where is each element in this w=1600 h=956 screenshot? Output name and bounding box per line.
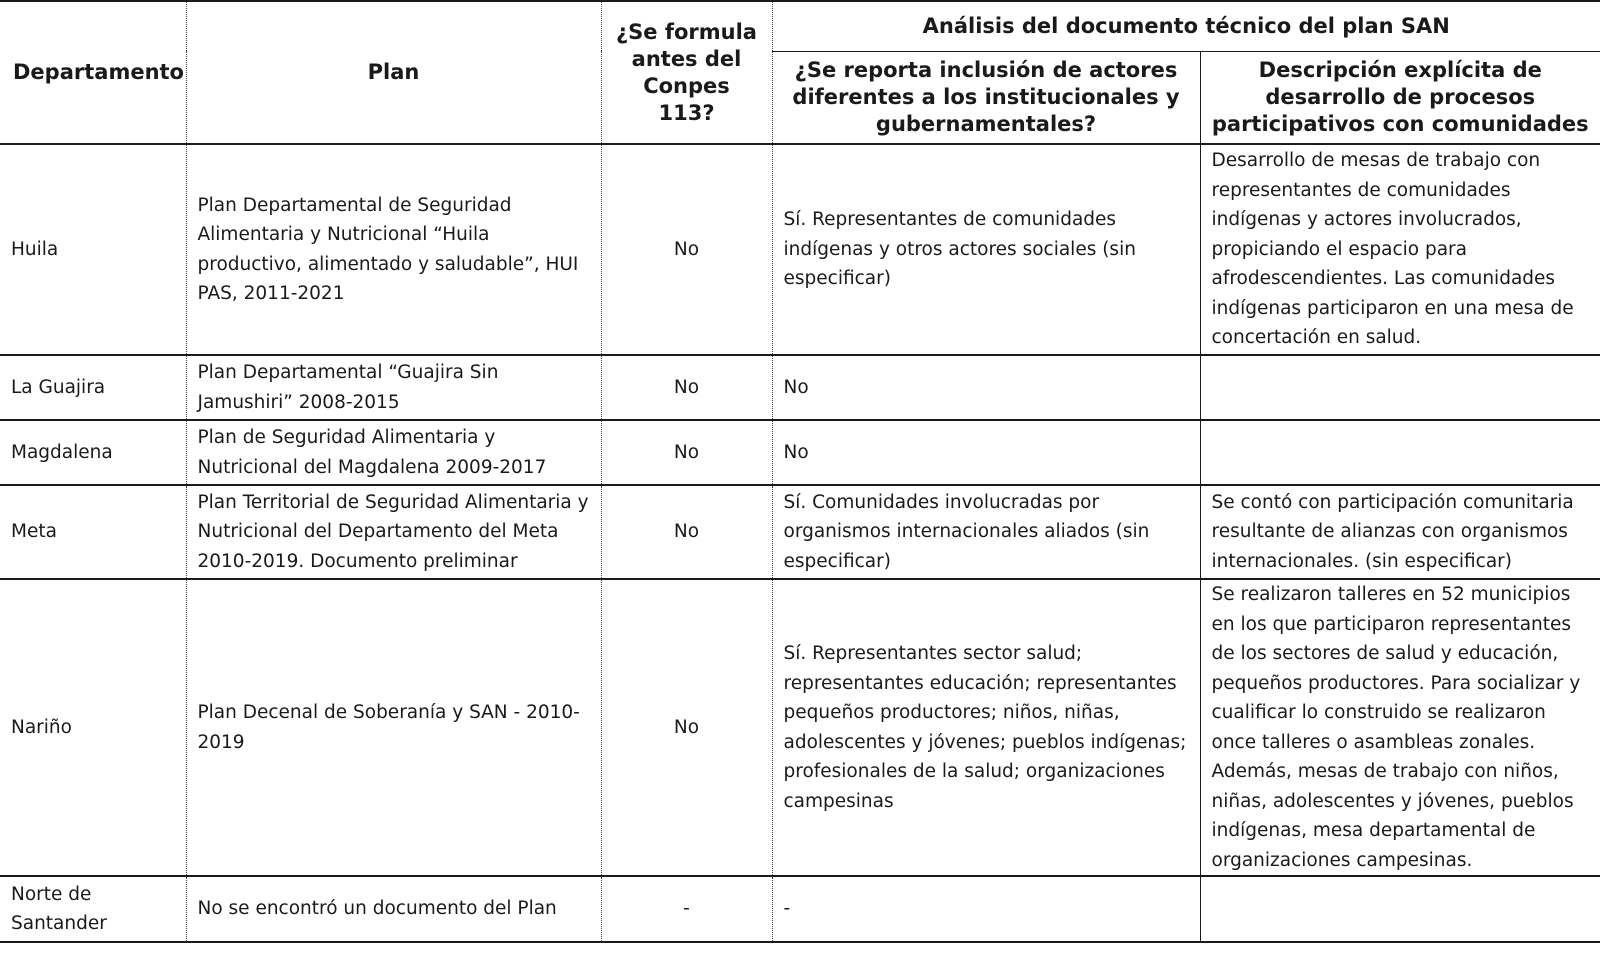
cell-departamento: Nariño xyxy=(0,579,186,876)
table-row xyxy=(0,485,1600,579)
header-actores: ¿Se reporta inclusión de actores diferentes a los institucionales y gubernamentales? xyxy=(772,51,1200,144)
cell-formula: No xyxy=(601,355,772,420)
cell-plan: Plan Departamental de Seguridad Alimentaria y Nutricional “Huila productivo, alimentado y saludable”, HUI PAS, 2011-2021 xyxy=(186,144,601,355)
cell-descripcion xyxy=(1200,355,1600,420)
table-row xyxy=(0,420,1600,485)
table-row xyxy=(0,876,1600,942)
cell-formula: No xyxy=(601,420,772,485)
header-descripcion: Descripción explícita de desarrollo de procesos participativos con comunidades xyxy=(1200,51,1600,144)
cell-formula: - xyxy=(601,876,772,942)
cell-descripcion: Se realizaron talleres en 52 municipios en los que participaron representantes de los sectores de salud y educación, pequeños productores. Para socializar y cualificar lo construido se realizaron once talleres o asambleas zonales. Además, mesas de trabajo con niños, niñas, adolescentes y jóvenes, pueblos indígenas, mesa departamental de organizaciones campesinas. xyxy=(1200,579,1600,876)
cell-descripcion xyxy=(1200,876,1600,942)
cell-plan: Plan Decenal de Soberanía y SAN - 2010-2019 xyxy=(186,579,601,876)
cell-descripcion: Desarrollo de mesas de trabajo con representantes de comunidades indígenas y actores involucrados, propiciando el espacio para afrodescendientes. Las comunidades indígenas participaron en una mesa de concertación en salud. xyxy=(1200,144,1600,355)
header-analisis: Análisis del documento técnico del plan SAN xyxy=(772,1,1600,51)
cell-actores: No xyxy=(772,355,1200,420)
cell-formula: No xyxy=(601,485,772,579)
cell-actores: Sí. Representantes sector salud; representantes educación; representantes pequeños productores; niños, niñas, adolescentes y jóvenes; pueblos indígenas; profesionales de la salud; organizaciones campesinas xyxy=(772,579,1200,876)
cell-departamento: Huila xyxy=(0,144,186,355)
header-san-label: SAN xyxy=(1400,13,1450,38)
cell-departamento: Meta xyxy=(0,485,186,579)
header-departamento: Departamento xyxy=(0,1,186,144)
cell-descripcion xyxy=(1200,420,1600,485)
cell-formula: No xyxy=(601,579,772,876)
cell-actores: - xyxy=(772,876,1200,942)
table-row xyxy=(0,579,1600,876)
cell-actores: Sí. Comunidades involucradas por organismos internacionales aliados (sin especificar) xyxy=(772,485,1200,579)
cell-plan: Plan Territorial de Seguridad Alimentaria y Nutricional del Departamento del Meta 2010-2019. Documento preliminar xyxy=(186,485,601,579)
header-plan: Plan xyxy=(186,1,601,144)
table-row xyxy=(0,144,1600,355)
cell-actores: Sí. Representantes de comunidades indígenas y otros actores sociales (sin especificar) xyxy=(772,144,1200,355)
cell-departamento: Magdalena xyxy=(0,420,186,485)
cell-departamento: Norte de Santander xyxy=(0,876,186,942)
cell-descripcion: Se contó con participación comunitaria resultante de alianzas con organismos internacionales. (sin especificar) xyxy=(1200,485,1600,579)
cell-plan: No se encontró un documento del Plan xyxy=(186,876,601,942)
cell-departamento: La Guajira xyxy=(0,355,186,420)
table-row xyxy=(0,355,1600,420)
cell-plan: Plan de Seguridad Alimentaria y Nutricional del Magdalena 2009-2017 xyxy=(186,420,601,485)
cell-actores: No xyxy=(772,420,1200,485)
cell-plan: Plan Departamental “Guajira Sin Jamushiri” 2008-2015 xyxy=(186,355,601,420)
cell-formula: No xyxy=(601,144,772,355)
header-formula: ¿Se formula antes del Conpes 113? xyxy=(601,1,772,144)
